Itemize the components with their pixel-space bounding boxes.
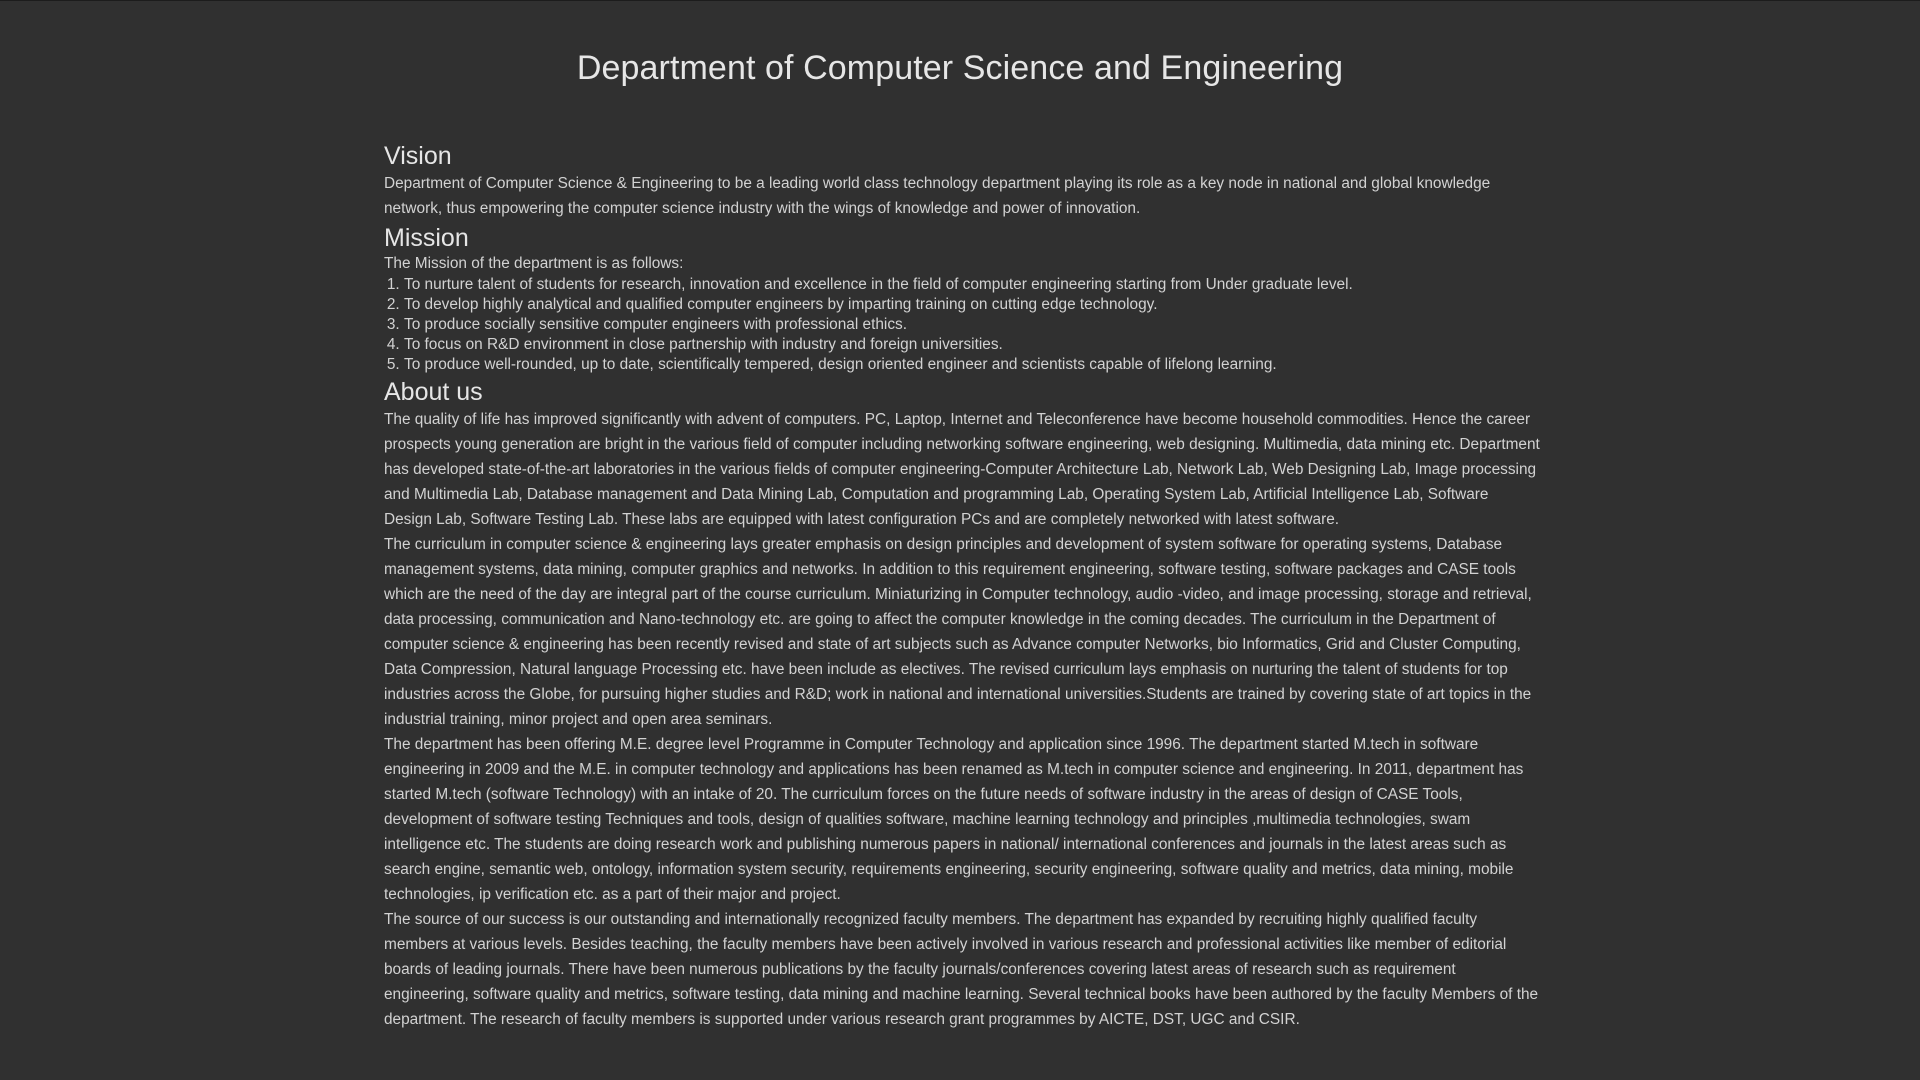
about-paragraph-labs: The quality of life has improved significantly with advent of computers. PC, Laptop, Internet and Teleconference have become household commodities. Hence the career prospects young generation are bright in the various field of computer including networking software engineering, web designing. Multimedia, data mining etc. Department has developed state-of-the-art laboratories in the various fields of computer engineering-Computer Architecture Lab, Network Lab, Web Designing Lab, Image processing and Multimedia Lab, Database management and Data Mining Lab, Computation and programming Lab, Operating System Lab, Artificial Intelligence Lab, Software Design Lab, Software Testing Lab. These labs are equipped with latest configuration PCs and are completely networked with latest software.	[384, 411, 1540, 528]
mission-item: 1. To nurture talent of students for research, innovation and excellence in the field of computer engineering starting from Under graduate level.	[404, 275, 1540, 295]
vision-text: Department of Computer Science & Engineering to be a leading world class technology department playing its role as a key node in national and global knowledge network, thus empowering the computer science industry with the wings of knowledge and power of innovation.	[384, 175, 1491, 217]
about-paragraph-curriculum: The curriculum in computer science & engineering lays greater emphasis on design principles and development of system software for operating systems, Database management systems, data mining, computer graphics and networks. In addition to this requirement engineering, software testing, software packages and CASE tools which are the need of the day are integral part of the course curriculum. Miniaturizing in Computer technology, audio -video, and image processing, storage and retrieval, data processing, communication and Nano-technology etc. are going to affect the computer knowledge in the coming decades. The curriculum in the Department of computer science & engineering has been recently revised and state of art subjects such as Advance computer Networks, bio Informatics, Grid and Cluster Computing, Data Compression, Natural language Processing etc. have been include as electives. The revised curriculum lays emphasis on nurturing the talent of students for top industries across the Globe, for pursuing higher studies and R&D; work in national and international universities.Students are trained by covering state of art topics in the industrial training, minor project and open area seminars.	[384, 536, 1532, 728]
main-content	[384, 139, 1540, 1032]
mission-item: 3. To produce socially sensitive computer engineers with professional ethics.	[404, 315, 1540, 335]
mission-item: 2. To develop highly analytical and qualified computer engineers by imparting training on cutting edge technology.	[404, 295, 1540, 315]
mission-item: 5. To produce well-rounded, up to date, scientifically tempered, design oriented engineer and scientists capable of lifelong learning.	[404, 355, 1540, 375]
page-title: Department of Computer Science and Engineering	[576, 49, 1344, 87]
mission-item: 4. To focus on R&D environment in close partnership with industry and foreign universities.	[404, 335, 1540, 355]
about-heading: About us	[384, 378, 483, 406]
about-paragraph-programmes: The department has been offering M.E. degree level Programme in Computer Technology and application since 1996. The department started M.tech in software engineering in 2009 and the M.E. in computer technology and applications has been renamed as M.tech in computer science and engineering. In 2011, department has started M.tech (software Technology) with an intake of 20. The curriculum forces on the future needs of software industry in the areas of design of CASE Tools, development of software testing Techniques and tools, design of qualities software, machine learning technology and principles ,multimedia technologies, swam intelligence etc. The students are doing research work and publishing numerous papers in national/ international conferences and journals in the latest areas such as search engine, semantic web, ontology, information system security, requirements engineering, security engineering, software quality and metrics, data mining, mobile technologies, ip verification etc. as a part of their major and project.	[384, 736, 1524, 903]
vision-heading: Vision	[384, 142, 452, 170]
mission-intro: The Mission of the department is as follows:	[384, 255, 684, 272]
about-paragraph-faculty: The source of our success is our outstanding and internationally recognized faculty members. The department has expanded by recruiting highly qualified faculty members at various levels. Besides teaching, the faculty members have been actively involved in various research and professional activities like member of editorial boards of leading journals. There have been numerous publications by the faculty journals/conferences covering latest areas of research such as requirement engineering, software quality and metrics, software testing, data mining and machine learning. Several technical books have been authored by the faculty Members of the department. The research of faculty members is supported under various research grant programmes by AICTE, DST, UGC and CSIR.	[384, 911, 1539, 1028]
mission-list	[384, 275, 1540, 375]
mission-heading: Mission	[384, 224, 469, 252]
